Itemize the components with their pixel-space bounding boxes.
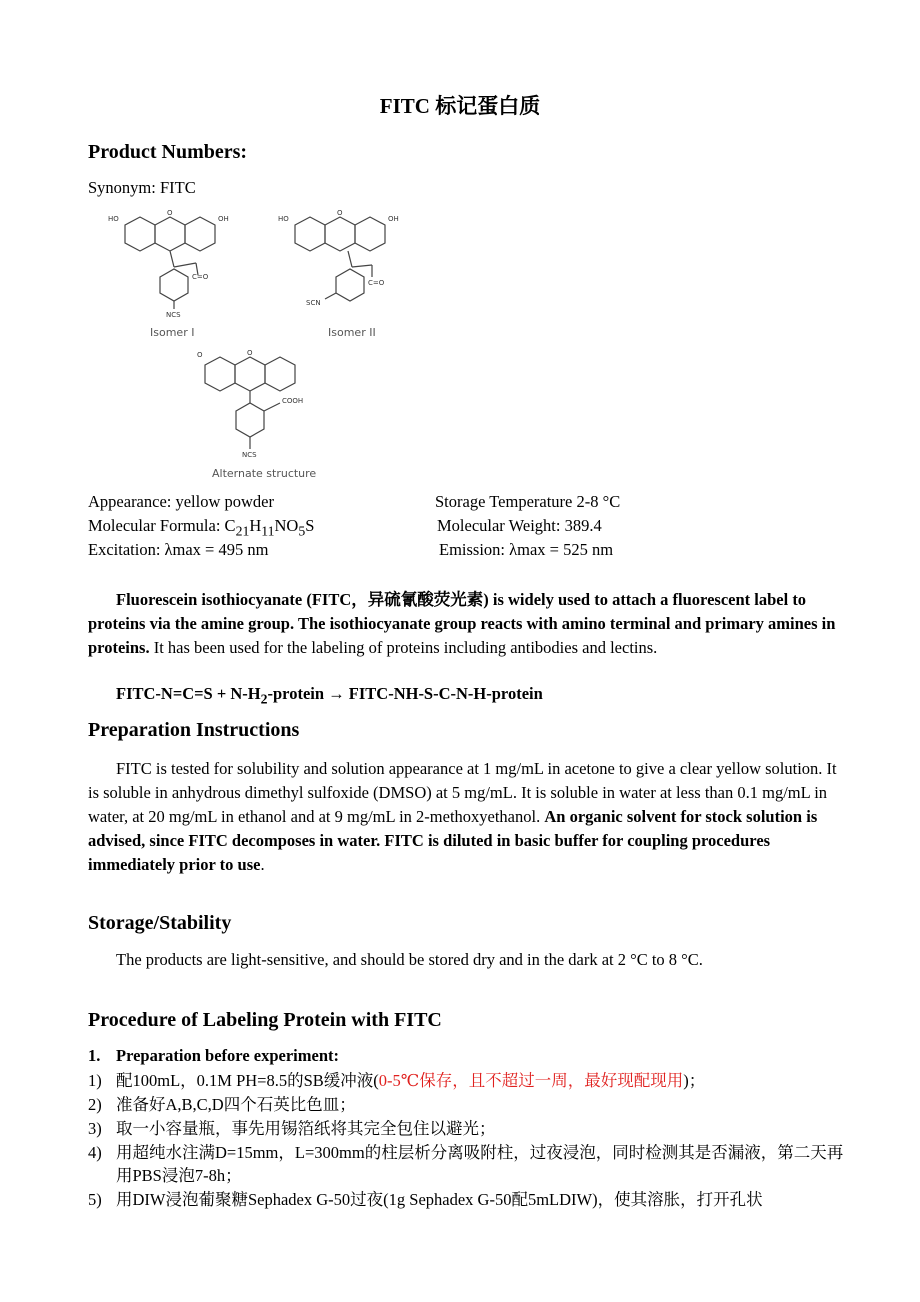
preparation-heading: Preparation Instructions — [88, 719, 300, 741]
isomer-1-structure — [125, 217, 215, 309]
reaction-subscript: 2 — [260, 691, 268, 707]
alt-ncs-text: NCS — [242, 451, 257, 459]
alternate-structure-label: Alternate structure — [212, 467, 317, 480]
list-item-text: 用超纯水注满D=15mm，L=300mm的柱层析分离吸附柱，过夜浸泡，同时检测其是否漏液，第二天再用PBS浸泡7-8h； — [116, 1143, 844, 1185]
formula-o-subscript: 5 — [298, 523, 306, 539]
isomer2-oh-text: OH — [388, 215, 399, 223]
list-item — [88, 1188, 848, 1211]
formula-no: NO — [274, 516, 299, 535]
intro-paragraph — [88, 588, 846, 660]
isomer1-ho-text: HO — [108, 215, 119, 223]
list-item-number: 4) — [88, 1143, 102, 1162]
alt-o-top-text: O — [247, 349, 253, 357]
isomer2-o-text: O — [337, 209, 343, 217]
list-item-text: 用DIW浸泡葡聚糖Sephadex G-50过夜(1g Sephadex G-50配5mLDIW)，使其溶胀，打开孔状 — [116, 1190, 763, 1209]
isomer1-label: Isomer I — [150, 326, 195, 339]
isomer1-co-text: C=O — [192, 273, 209, 281]
list-item-red-note: 0-5℃保存，且不超过一周，最好现配现用 — [378, 1071, 684, 1090]
preparation-paragraph — [88, 757, 846, 877]
product-numbers-heading: Product Numbers: — [88, 141, 248, 163]
formula-c-subscript: 21 — [235, 523, 250, 539]
list-item-text: 取一小容量瓶，事先用锡箔纸将其完全包住以避光； — [116, 1119, 496, 1138]
list-item-text: 准备好A,B,C,D四个石英比色皿； — [116, 1095, 356, 1114]
molecular-weight-text: Molecular Weight: 389.4 — [437, 516, 602, 535]
storage-text: The products are light-sensitive, and should be stored dry and in the dark at 2 °C to 8 °C. — [116, 950, 703, 969]
list-item-number: 1) — [88, 1071, 102, 1090]
molecular-formula — [88, 516, 314, 539]
isomer1-o-text: O — [167, 209, 173, 217]
isomer2-label: Isomer II — [328, 326, 376, 339]
preparation-text: FITC is tested for solubility and solution appearance at 1 mg/mL in acetone to give a clear yellow solution. It is soluble in anhydrous dimethyl sulfoxide (DMSO) at 5 mg/mL. It is soluble in water at less than 0.1 mg/mL in water, at 20 mg/mL in ethanol and at 9 mg/mL in 2-methoxyethanol. — [88, 759, 837, 826]
intro-normal-text: It has been used for the labeling of proteins including antibodies and lectins. — [149, 638, 658, 657]
isomer2-co-text: C=O — [368, 279, 385, 287]
fitc-structures-figure — [100, 205, 440, 485]
isomer1-ncs-text: NCS — [166, 311, 181, 319]
excitation-text: Excitation: λmax = 495 nm — [88, 540, 269, 559]
list-item — [88, 1093, 848, 1116]
formula-s: S — [305, 516, 315, 535]
storage-heading: Storage/Stability — [88, 912, 232, 934]
isomer2-ho-text: HO — [278, 215, 289, 223]
reaction-equation — [116, 684, 543, 707]
alt-o-left-text: O — [197, 351, 203, 359]
list-item-number: 5) — [88, 1190, 102, 1209]
procedure-subheading-number: 1. — [88, 1046, 101, 1065]
list-item — [88, 1069, 848, 1092]
isomer1-oh-text: OH — [218, 215, 229, 223]
alt-cooh-text: COOH — [282, 397, 304, 405]
isomer2-scn-text: SCN — [306, 299, 321, 307]
reaction-right: -protein → FITC-NH-S-C-N-H-protein — [267, 684, 543, 703]
preparation-end: . — [260, 855, 265, 874]
preparation-bold-text: An organic solvent for stock solution is advised, since FITC decomposes in water. FITC is diluted in basic buffer for coupling procedures immediately prior to use — [88, 807, 818, 874]
list-item-text-end: )； — [683, 1071, 706, 1090]
list-item-number: 3) — [88, 1119, 102, 1138]
formula-h: H — [249, 516, 262, 535]
procedure-heading: Procedure of Labeling Protein with FITC — [88, 1009, 442, 1031]
isomer-2-structure — [295, 217, 385, 301]
reaction-left: FITC-N=C=S + N-H — [116, 684, 261, 703]
list-item-number: 2) — [88, 1095, 102, 1114]
page-title: FITC 标记蛋白质 — [379, 94, 541, 118]
list-item — [88, 1141, 848, 1187]
appearance-text: Appearance: yellow powder — [88, 492, 275, 511]
storage-temperature-text: Storage Temperature 2-8 °C — [435, 492, 621, 511]
list-item-text: 配100mL，0.1M PH=8.5的SB缓冲液( — [116, 1071, 379, 1090]
synonym-line: Synonym: FITC — [88, 178, 196, 197]
formula-h-subscript: 11 — [261, 523, 275, 539]
procedure-subheading — [88, 1046, 339, 1066]
emission-text: Emission: λmax = 525 nm — [439, 540, 614, 559]
intro-bold-text: Fluorescein isothiocyanate (FITC，异硫氰酸荧光素) is widely used to attach a fluorescent label to proteins via the amine group. The isothiocyanate group reacts with amino terminal and primary amines in proteins. — [88, 590, 836, 657]
procedure-subheading-text: Preparation before experiment: — [116, 1046, 339, 1065]
list-item — [88, 1117, 848, 1140]
formula-prefix: Molecular Formula: C — [88, 516, 236, 535]
